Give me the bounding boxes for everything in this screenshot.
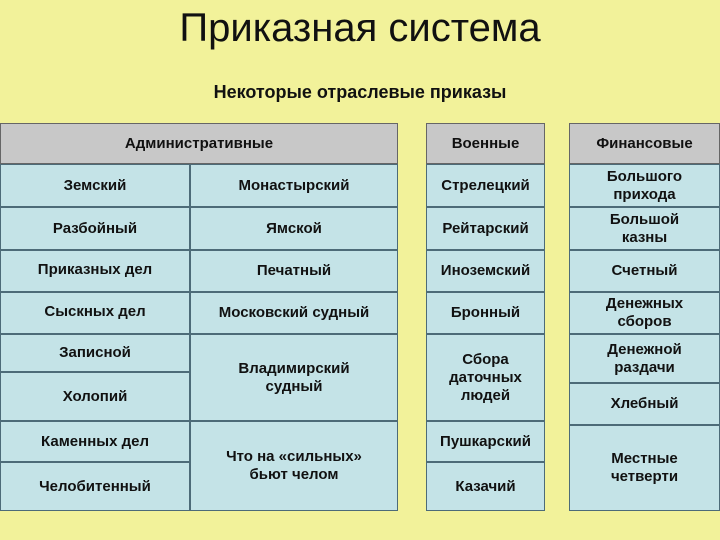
military-item: Иноземский [426, 250, 545, 292]
military-item: Пушкарский [426, 421, 545, 462]
page-title: Приказная система [179, 6, 541, 50]
header-financial: Финансовые [569, 123, 720, 164]
financial-item: Большого прихода [569, 164, 720, 207]
financial-item: Денежной раздачи [569, 334, 720, 383]
admin-col2-item: Московский судный [190, 292, 398, 334]
admin-col1-item: Сыскных дел [0, 292, 190, 334]
financial-item: Денежных сборов [569, 292, 720, 334]
military-item: Сбора даточных людей [426, 334, 545, 421]
financial-item: Большой казны [569, 207, 720, 250]
admin-col1-item: Земский [0, 164, 190, 207]
military-item: Рейтарский [426, 207, 545, 250]
admin-col2-item: Ямской [190, 207, 398, 250]
financial-item: Хлебный [569, 383, 720, 425]
military-item: Бронный [426, 292, 545, 334]
financial-item: Счетный [569, 250, 720, 292]
admin-col1-item: Челобитенный [0, 462, 190, 511]
header-administrative: Административные [0, 123, 398, 164]
admin-col2-item: Печатный [190, 250, 398, 292]
military-item: Стрелецкий [426, 164, 545, 207]
admin-col2-item: Монастырский [190, 164, 398, 207]
financial-item: Местные четверти [569, 425, 720, 511]
page-subtitle: Некоторые отраслевые приказы [213, 82, 507, 102]
admin-col2-item: Владимирский судный [190, 334, 398, 421]
admin-col1-item: Разбойный [0, 207, 190, 250]
admin-col1-item: Записной [0, 334, 190, 372]
admin-col1-item: Каменных дел [0, 421, 190, 462]
admin-col1-item: Холопий [0, 372, 190, 421]
military-item: Казачий [426, 462, 545, 511]
admin-col1-item: Приказных дел [0, 250, 190, 292]
admin-col2-item: Что на «сильных» бьют челом [190, 421, 398, 511]
header-military: Военные [426, 123, 545, 164]
